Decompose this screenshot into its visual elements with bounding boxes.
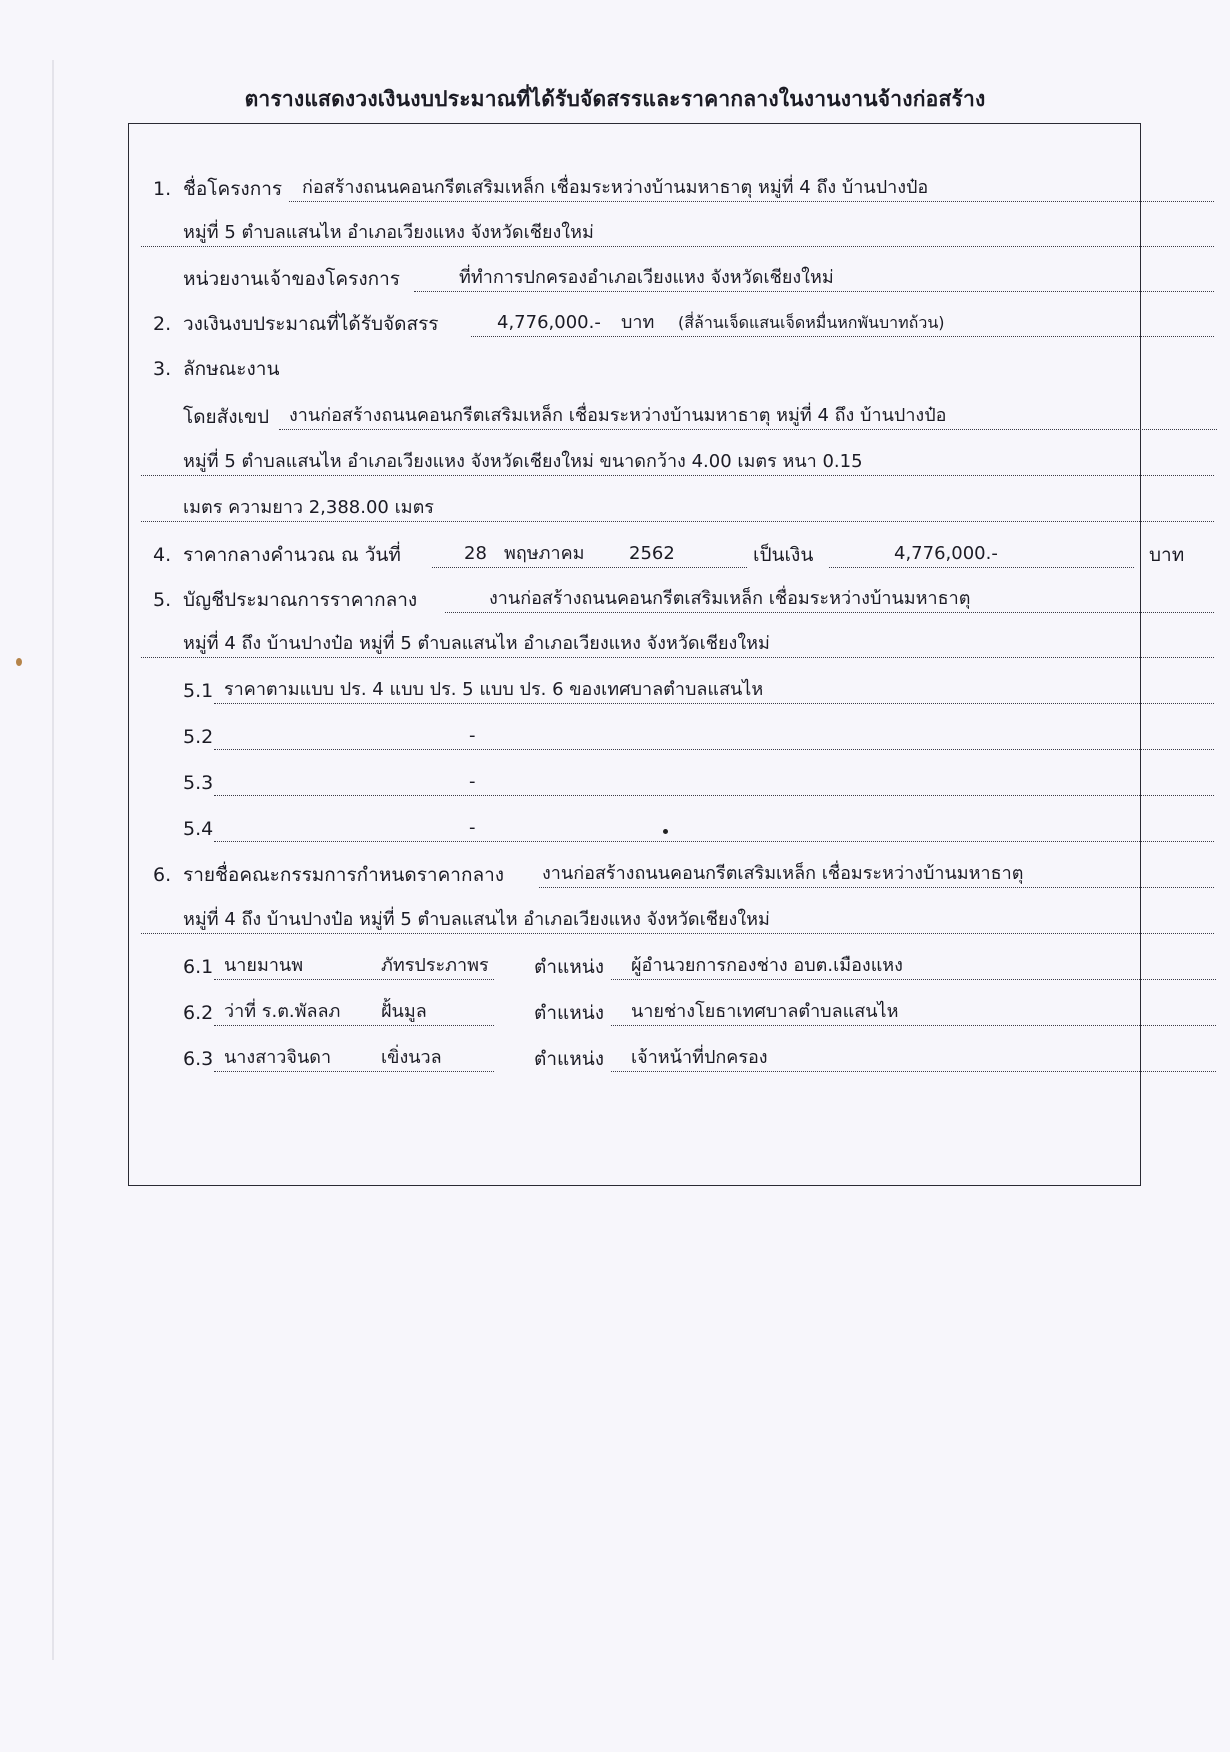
- item4-amount: 4,776,000.-: [894, 543, 998, 564]
- item4-number: 4.: [153, 544, 172, 566]
- item6-row1: [129, 858, 1140, 890]
- member-position: เจ้าหน้าที่ปกครอง: [631, 1047, 768, 1068]
- item1-owner-row: [129, 262, 1140, 294]
- item5-row1: [129, 583, 1140, 615]
- item3-summary-row1: [129, 400, 1140, 432]
- item1-value-line1: ก่อสร้างถนนคอนกรีตเสริมเหล็ก เชื่อมระหว่างบ้านมหาธาตุ หมู่ที่ 4 ถึง บ้านปางป๋อ: [302, 177, 929, 198]
- item1-row2: [129, 217, 1140, 249]
- item4-date-day: 28: [464, 543, 487, 564]
- item5-sub-value: -: [469, 771, 476, 792]
- item3-summary-line1: งานก่อสร้างถนนคอนกรีตเสริมเหล็ก เชื่อมระหว่างบ้านมหาธาตุ หมู่ที่ 4 ถึง บ้านปางป๋อ: [289, 405, 947, 426]
- item6-value-line2: หมู่ที่ 4 ถึง บ้านปางป๋อ หมู่ที่ 5 ตำบลแสนไห อำเภอเวียงแหง จังหวัดเชียงใหม่: [183, 909, 770, 930]
- member-position-dotted-line: [611, 979, 1216, 980]
- member-last-name: ฝั้นมูล: [381, 1001, 427, 1022]
- item5-sub-value: ราคาตามแบบ ปร. 4 แบบ ปร. 5 แบบ ปร. 6 ของเทศบาลตำบลแสนไห: [224, 679, 764, 700]
- item6-member-row-1: [129, 950, 1140, 982]
- item1-value-line2: หมู่ที่ 5 ตำบลแสนไห อำเภอเวียงแหง จังหวัดเชียงใหม่: [183, 222, 594, 243]
- item2-row: [129, 307, 1140, 339]
- item4-date-month: พฤษภาคม: [504, 543, 585, 564]
- member-last-name: เขิ่งนวล: [381, 1047, 442, 1068]
- item4-dotted-line-amount: [829, 567, 1134, 568]
- item4-dotted-line-date: [432, 567, 747, 568]
- item6-number: 6.: [153, 864, 172, 886]
- item6-value-line1: งานก่อสร้างถนนคอนกรีตเสริมเหล็ก เชื่อมระหว่างบ้านมหาธาตุ: [542, 863, 1024, 884]
- item5-sub-number: 5.3: [183, 772, 214, 794]
- item3-number: 3.: [153, 358, 172, 380]
- member-position: ผู้อำนวยการกองช่าง อบต.เมืองแหง: [631, 955, 903, 976]
- item5-sub-dotted-line: [214, 749, 1214, 750]
- item5-value-line1: งานก่อสร้างถนนคอนกรีตเสริมเหล็ก เชื่อมระหว่างบ้านมหาธาตุ: [489, 588, 971, 609]
- form-frame: [128, 123, 1185, 1186]
- item3-summary-line2: หมู่ที่ 5 ตำบลแสนไห อำเภอเวียงแหง จังหวัดเชียงใหม่ ขนาดกว้าง 4.00 เมตร หนา 0.15: [183, 451, 863, 472]
- item6-dotted-line-2: [141, 933, 1214, 934]
- item1-label: ชื่อโครงการ: [183, 178, 283, 200]
- scan-stain: [16, 658, 22, 666]
- item3-dotted-line-1: [279, 429, 1217, 430]
- member-position-dotted-line: [611, 1071, 1216, 1072]
- item1-dotted-line-2: [141, 246, 1214, 247]
- item3-dotted-line-3: [141, 521, 1214, 522]
- item1-number: 1.: [153, 178, 172, 200]
- item5-dotted-line-2: [141, 657, 1214, 658]
- item4-row: [129, 538, 1185, 570]
- item1-owner-value: ที่ทำการปกครองอำเภอเวียงแหง จังหวัดเชียงใหม่: [459, 267, 834, 288]
- item5-sub-dotted-line: [214, 795, 1214, 796]
- item5-sub-value: -: [469, 725, 476, 746]
- item5-sub-number: 5.4: [183, 818, 214, 840]
- member-first-name: นายมานพ: [224, 955, 304, 976]
- member-first-name: ว่าที่ ร.ต.พัลลภ: [224, 1001, 341, 1022]
- item2-label: วงเงินงบประมาณที่ได้รับจัดสรร: [183, 313, 439, 335]
- item3-row: [129, 352, 1140, 384]
- member-number: 6.3: [183, 1048, 214, 1070]
- item5-row2: [129, 628, 1140, 660]
- item5-sub-row-4: [129, 812, 1140, 844]
- item4-label: ราคากลางคำนวณ ณ วันที่: [183, 544, 401, 566]
- item3-summary-row2: [129, 446, 1140, 478]
- item5-dotted-line-1: [445, 612, 1214, 613]
- member-position-label: ตำแหน่ง: [534, 956, 605, 978]
- item2-amount-words: (สี่ล้านเจ็ดแสนเจ็ดหมื่นหกพันบาทถ้วน): [678, 313, 945, 332]
- item1-dotted-line: [289, 201, 1214, 202]
- item3-dotted-line-2: [141, 475, 1214, 476]
- item5-sub-dotted-line: [214, 703, 1214, 704]
- member-position-label: ตำแหน่ง: [534, 1048, 605, 1070]
- item3-label: ลักษณะงาน: [183, 358, 280, 380]
- item6-label: รายชื่อคณะกรรมการกำหนดราคากลาง: [183, 864, 505, 886]
- item5-value-line2: หมู่ที่ 4 ถึง บ้านปางป๋อ หมู่ที่ 5 ตำบลแสนไห อำเภอเวียงแหง จังหวัดเชียงใหม่: [183, 633, 770, 654]
- member-position-dotted-line: [611, 1025, 1216, 1026]
- item4-date-year: 2562: [629, 543, 675, 564]
- member-first-name: นางสาวจินดา: [224, 1047, 332, 1068]
- item5-sub-row-3: [129, 766, 1140, 798]
- member-number: 6.1: [183, 956, 214, 978]
- item4-unit: บาท: [1149, 544, 1185, 566]
- member-name-dotted-line: [214, 1025, 494, 1026]
- item2-number: 2.: [153, 313, 172, 335]
- item6-dotted-line-1: [539, 887, 1214, 888]
- item6-member-row-2: [129, 996, 1140, 1028]
- item6-row2: [129, 904, 1140, 936]
- item3-summary-label: โดยสังเขป: [183, 406, 270, 428]
- scan-edge-mark: [52, 60, 54, 1660]
- item1-row1: [129, 172, 1140, 204]
- member-position: นายช่างโยธาเทศบาลตำบลแสนไห: [631, 1001, 899, 1022]
- member-name-dotted-line: [214, 979, 494, 980]
- item5-sub-row-1: [129, 674, 1140, 706]
- document-title: ตารางแสดงวงเงินงบประมาณที่ได้รับจัดสรรและราคากลางในงานงานจ้างก่อสร้าง: [244, 87, 986, 111]
- item4-amount-label: เป็นเงิน: [753, 544, 814, 566]
- item2-dotted-line: [471, 336, 1214, 337]
- item1-owner-dotted-line: [414, 291, 1214, 292]
- item1-owner-label: หน่วยงานเจ้าของโครงการ: [183, 268, 400, 290]
- item5-sub-dotted-line: [214, 841, 1214, 842]
- item2-amount: 4,776,000.-: [497, 312, 601, 333]
- member-position-label: ตำแหน่ง: [534, 1002, 605, 1024]
- item5-number: 5.: [153, 589, 172, 611]
- member-name-dotted-line: [214, 1071, 494, 1072]
- item5-sub-number: 5.1: [183, 680, 214, 702]
- member-number: 6.2: [183, 1002, 214, 1024]
- item5-sub-row-2: [129, 720, 1140, 752]
- item5-sub-value: -: [469, 817, 476, 838]
- member-last-name: ภัทรประภาพร: [381, 955, 489, 976]
- item3-summary-row3: [129, 492, 1140, 524]
- item3-summary-line3: เมตร ความยาว 2,388.00 เมตร: [183, 497, 434, 518]
- item2-unit: บาท: [621, 312, 655, 333]
- item5-label: บัญชีประมาณการราคากลาง: [183, 589, 418, 611]
- item6-member-row-3: [129, 1042, 1140, 1074]
- item5-sub-number: 5.2: [183, 726, 214, 748]
